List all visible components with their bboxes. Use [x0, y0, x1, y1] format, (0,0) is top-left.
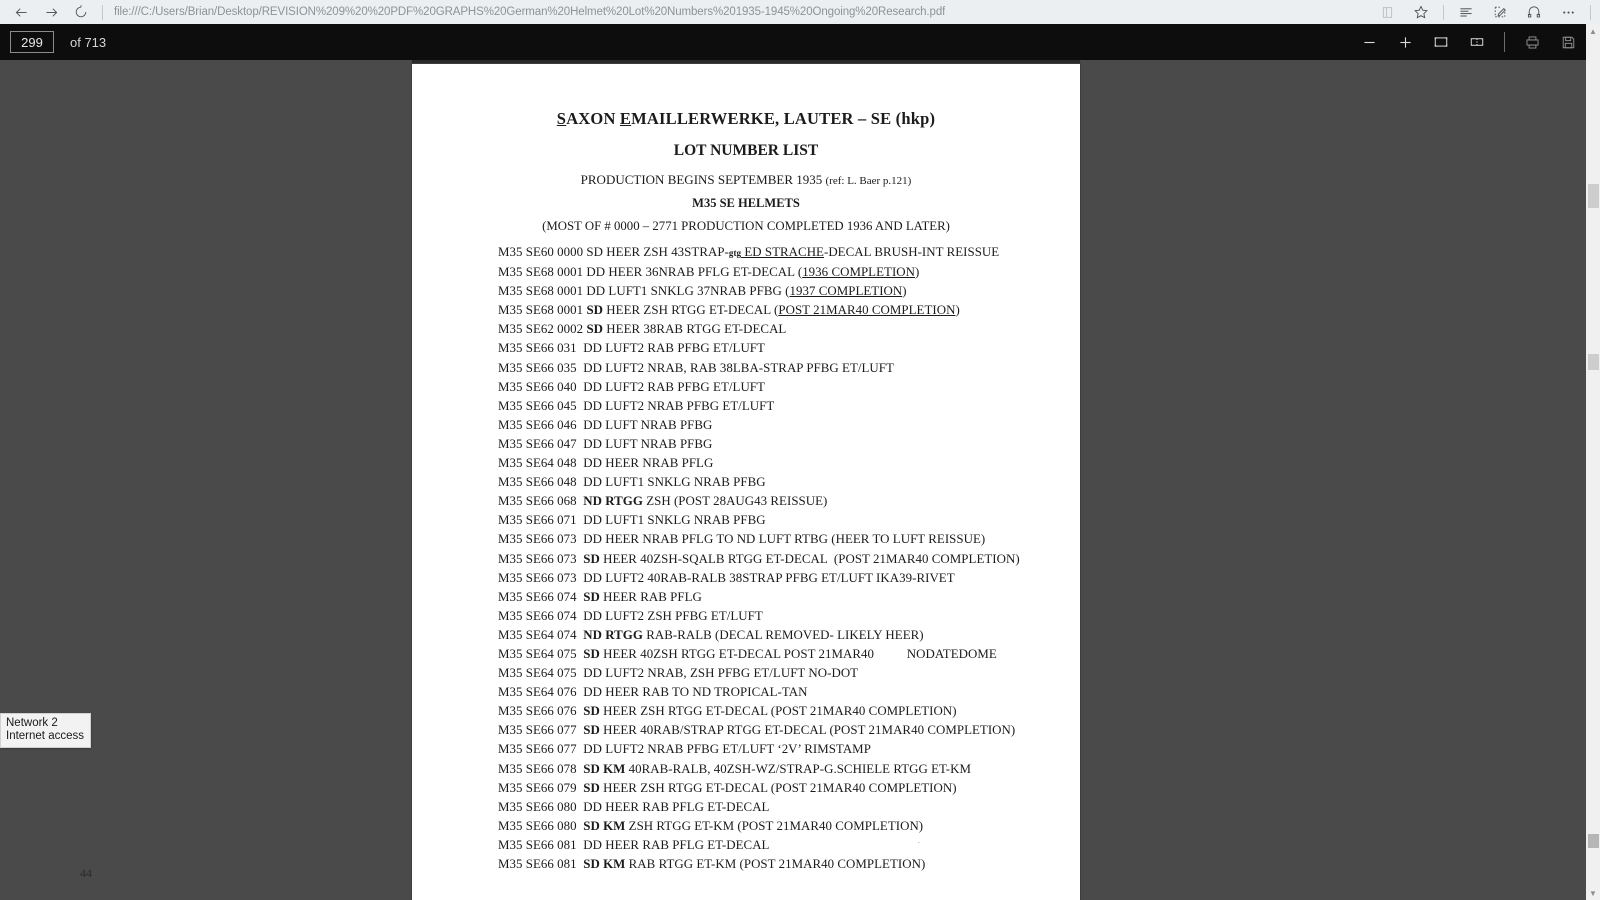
two-page-view-icon[interactable]	[1459, 27, 1495, 57]
lot-entry-bold: SD KM	[583, 818, 626, 833]
lot-entry-bold: SD	[583, 646, 600, 661]
address-bar[interactable]	[96, 0, 1370, 24]
lot-entry-text: M35 SE66 080	[498, 818, 584, 833]
fit-to-page-icon[interactable]	[1423, 27, 1459, 57]
lot-entry-mid: HEER 40ZSH RTGG ET-DECAL POST 21MAR40 NODATEDOME	[599, 646, 997, 661]
lot-entry-mid: HEER RAB PFLG	[599, 589, 702, 604]
lot-entry-text: M35 SE66 081 DD HEER RAB PFLG ET-DECAL	[498, 837, 770, 852]
lot-entry-text: M35 SE66 080 DD HEER RAB PFLG ET-DECAL	[498, 799, 770, 814]
scroll-thumb-mid[interactable]	[1588, 354, 1599, 370]
lot-entry-bold: SD	[586, 303, 604, 318]
lot-entry-text: M35 SE66 047 DD LUFT NRAB PFBG	[498, 436, 713, 451]
lot-entry-bold: SD	[583, 780, 600, 795]
browser-actions	[1370, 1, 1600, 23]
lot-entry-text: M35 SE66 035 DD LUFT2 NRAB, RAB 38LBA-STRAP PFBG ET/LUFT	[498, 360, 894, 375]
production-begins-main: PRODUCTION BEGINS SEPTEMBER 1935	[580, 172, 826, 187]
lot-entry-text: M35 SE66 046 DD LUFT NRAB PFBG	[498, 417, 713, 432]
lot-entry-row	[498, 721, 1080, 740]
lot-entry-text: M35 SE64 075 DD LUFT2 NRAB, ZSH PFBG ET/LUFT NO-DOT	[498, 666, 859, 681]
lot-entry-row	[498, 473, 1080, 492]
lot-entry-text: M35 SE66 031 DD LUFT2 RAB PFBG ET/LUFT	[498, 341, 765, 356]
pdf-view-controls	[1351, 27, 1600, 57]
browser-toolbar	[0, 0, 1600, 24]
lot-entry-mid: HEER 38RAB RTGG ET-DECAL	[603, 322, 787, 337]
lot-entry-bold: ND RTGG	[583, 494, 643, 509]
lot-entry-row	[498, 817, 1080, 836]
clipped-entry-text	[498, 842, 583, 843]
document-subtitle: LOT NUMBER LIST	[673, 142, 819, 159]
lot-entry-text: M35 SE66 074	[498, 589, 584, 604]
lot-entry-row	[498, 454, 1080, 473]
lot-entry-text: M35 SE66 048 DD LUFT1 SNKLG NRAB PFBG	[498, 475, 766, 490]
lot-entry-text: M35 SE66 073 DD LUFT2 40RAB-RALB 38STRAP PFBG ET/LUFT IKA39-RIVET	[498, 570, 955, 585]
network-tooltip	[0, 713, 91, 748]
lot-entry-mid: HEER 40RAB/STRAP RTGG ET-DECAL (POST 21MAR40 COMPLETION)	[599, 723, 1016, 738]
lot-entry-row	[498, 740, 1080, 759]
network-tooltip-line1: Network 2	[6, 717, 58, 729]
lot-entry-text: M35 SE66 076	[498, 704, 584, 719]
lot-number-list	[412, 243, 1080, 874]
lot-entry-text: M35 SE66 079	[498, 780, 584, 795]
lot-entry-row	[498, 569, 1080, 588]
document-title-u2: E	[619, 109, 632, 128]
lot-entry-row	[498, 588, 1080, 607]
lot-entry-row	[498, 626, 1080, 645]
page-total-label: of 713	[70, 34, 107, 50]
ellipsis-icon[interactable]	[1551, 1, 1585, 23]
forward-icon[interactable]	[36, 1, 66, 23]
production-begins-ref: (ref: L. Baer p.121)	[825, 175, 912, 187]
lot-entry-tail: -DECAL BRUSH-INT REISSUE	[823, 245, 1000, 259]
lot-entry-text: M35 SE68 0001	[498, 303, 587, 318]
pdf-toolbar	[0, 24, 1600, 60]
lot-entry-text: M35 SE66 077	[498, 723, 584, 738]
pdf-page-controls	[0, 31, 106, 53]
refresh-icon[interactable]	[66, 1, 96, 23]
share-icon[interactable]	[1517, 1, 1551, 23]
lot-entry-bold: SD	[583, 704, 600, 719]
back-icon[interactable]	[6, 1, 36, 23]
lot-entry-text: M35 SE66 074 DD LUFT2 ZSH PFBG ET/LUFT	[498, 608, 763, 623]
book-icon[interactable]	[1370, 1, 1404, 23]
lot-entry-row	[498, 664, 1080, 683]
lot-entry-mid: HEER ZSH RTGG ET-DECAL (	[603, 303, 779, 318]
lot-entry-row	[498, 282, 1080, 301]
lot-entry-superscript: gtg	[728, 248, 742, 258]
lot-entry-text: M35 SE64 075	[498, 646, 584, 661]
lot-entry-text: M35 SE66 040 DD LUFT2 RAB PFBG ET/LUFT	[498, 379, 765, 394]
zoom-in-icon[interactable]	[1387, 27, 1423, 57]
helmet-section-header: M35 SE HELMETS	[692, 196, 800, 210]
lot-entry-row	[498, 263, 1080, 282]
lot-entry-underlined: ED STRACHE	[741, 245, 824, 259]
clipped-entry-row	[412, 842, 1080, 848]
save-icon[interactable]	[1550, 27, 1586, 57]
lot-entry-row	[498, 416, 1080, 435]
reading-view-icon[interactable]	[1449, 1, 1483, 23]
lot-entry-bold: SD	[586, 322, 604, 337]
lot-entry-bold: SD	[583, 589, 600, 604]
lot-entry-tail: )	[902, 284, 907, 299]
lot-entry-row	[498, 492, 1080, 511]
network-tooltip-line2: Internet access	[6, 730, 84, 742]
lot-entry-row	[498, 645, 1080, 664]
lot-entry-row	[498, 511, 1080, 530]
document-title-t1: AXON	[566, 109, 620, 128]
lot-entry-tail: )	[915, 265, 920, 280]
navigation-buttons	[0, 1, 96, 23]
lot-entry-bold: SD	[583, 551, 600, 566]
clipped-entry-mid	[624, 842, 922, 843]
lot-entry-row	[498, 607, 1080, 626]
lot-entry-bold: ND RTGG	[583, 627, 643, 642]
toolbar-divider-right	[1590, 5, 1591, 20]
lot-entry-mid: HEER ZSH RTGG ET-DECAL (POST 21MAR40 COMPLETION)	[599, 704, 957, 719]
lot-entry-row	[498, 683, 1080, 702]
lot-entry-row	[498, 530, 1080, 549]
production-begins-line	[412, 172, 1080, 188]
lot-entry-text: M35 SE68 0001 DD HEER 36NRAB PFLG ET-DECAL (	[498, 265, 803, 280]
lot-entry-text: M35 SE66 073	[498, 551, 584, 566]
zoom-out-icon[interactable]	[1351, 27, 1387, 57]
document-title	[412, 109, 1080, 129]
lot-entry-text: M35 SE64 048 DD HEER NRAB PFLG	[498, 456, 714, 471]
lot-entry-text: M35 SE66 081	[498, 857, 584, 871]
lot-entry-row	[498, 397, 1080, 416]
clipped-lot-entry	[498, 842, 922, 844]
lot-entry-mid: HEER ZSH RTGG ET-DECAL (POST 21MAR40 COMPLETION)	[599, 780, 957, 795]
lot-entry-text: M35 SE66 077 DD LUFT2 NRAB PFBG ET/LUFT ‘2V’ RIMSTAMP	[498, 742, 871, 757]
lot-entry-row	[498, 798, 1080, 817]
production-note-line: (MOST OF # 0000 – 2771 PRODUCTION COMPLETED 1936 AND LATER)	[542, 219, 950, 233]
lot-entry-text: M35 SE64 076 DD HEER RAB TO ND TROPICAL-TAN	[498, 685, 808, 700]
lot-entry-underlined: 1937 COMPLETION	[789, 284, 903, 299]
lot-entry-tail: )	[955, 303, 960, 318]
page-number-input[interactable]	[10, 31, 54, 53]
lot-entry-mid: ZSH (POST 28AUG43 REISSUE)	[642, 494, 828, 509]
clipped-entry-bold	[583, 842, 625, 843]
lot-entry-mid: 40RAB-RALB, 40ZSH-WZ/STRAP-G.SCHIELE RTGG ET-KM	[625, 761, 971, 776]
toolbar-divider	[1443, 5, 1444, 20]
lot-entry-text: M35 SE68 0001 DD LUFT1 SNKLG 37NRAB PFBG (	[498, 284, 790, 299]
scroll-thumb-upper[interactable]	[1588, 184, 1599, 208]
lot-entry-row	[498, 435, 1080, 454]
lot-entry-underlined: 1936 COMPLETION	[802, 265, 916, 280]
lot-entry-underlined: POST 21MAR40 COMPLETION	[778, 303, 956, 318]
lot-entry-row	[498, 760, 1080, 779]
lot-entry-mid: RAB-RALB (DECAL REMOVED- LIKELY HEER)	[642, 627, 924, 642]
address-divider	[102, 5, 103, 20]
lot-entry-row	[498, 378, 1080, 397]
lot-entry-row	[498, 855, 1080, 874]
star-icon[interactable]	[1404, 1, 1438, 23]
address-url-text: file:///C:/Users/Brian/Desktop/REVISION%209%20%20PDF%20GRAPHS%20German%20Helmet%20Lot%20Numbers%201935-1945%20Ongoing%20Research.pdf	[114, 6, 946, 18]
lot-entry-row	[498, 320, 1080, 339]
lot-entry-row	[498, 339, 1080, 358]
pdf-toolbar-divider	[1504, 32, 1505, 52]
lot-entry-mid: HEER 40ZSH-SQALB RTGG ET-DECAL (POST 21MAR40 COMPLETION)	[599, 551, 1020, 566]
lot-entry-row	[498, 550, 1080, 569]
lot-entry-row	[498, 301, 1080, 320]
lot-entry-mid: RAB RTGG ET-KM (POST 21MAR40 COMPLETION)	[625, 857, 926, 871]
lot-entry-row	[498, 243, 1080, 263]
note-pen-icon[interactable]	[1483, 1, 1517, 23]
lot-entry-bold: SD KM	[583, 857, 626, 871]
lot-entry-bold: SD	[583, 723, 600, 738]
document-title-t2: MAILLERWERKE, LAUTER – SE (hkp)	[631, 109, 936, 128]
lot-entry-row	[498, 359, 1080, 378]
lot-entry-row	[498, 779, 1080, 798]
lot-entry-bold: SD KM	[583, 761, 626, 776]
document-page-number: 44	[80, 866, 92, 880]
pdf-viewer-area[interactable]	[0, 60, 1600, 900]
print-icon[interactable]	[1514, 27, 1550, 57]
lot-entry-text: M35 SE66 071 DD LUFT1 SNKLG NRAB PFBG	[498, 513, 766, 528]
scroll-down-arrow[interactable]: ▼	[1589, 888, 1597, 898]
pdf-page	[412, 64, 1080, 900]
lot-entry-text: M35 SE60 0000 SD HEER ZSH 43STRAP-	[498, 245, 729, 259]
lot-entry-row	[498, 702, 1080, 721]
scroll-up-arrow[interactable]: ▲	[1589, 26, 1597, 36]
lot-entry-text: M35 SE66 073 DD HEER NRAB PFLG TO ND LUFT RTBG (HEER TO LUFT REISSUE)	[498, 532, 986, 547]
vertical-scrollbar[interactable]	[1586, 24, 1600, 900]
lot-entry-mid: ZSH RTGG ET-KM (POST 21MAR40 COMPLETION)	[625, 818, 924, 833]
lot-entry-text: M35 SE66 045 DD LUFT2 NRAB PFBG ET/LUFT	[498, 398, 775, 413]
document-title-u1: S	[556, 109, 567, 128]
scroll-thumb-lower[interactable]	[1588, 834, 1599, 848]
lot-entry-text: M35 SE62 0002	[498, 322, 587, 337]
lot-entry-text: M35 SE66 078	[498, 761, 584, 776]
lot-entry-text: M35 SE64 074	[498, 627, 584, 642]
document-content	[412, 109, 1080, 874]
lot-entry-text: M35 SE66 068	[498, 494, 584, 509]
